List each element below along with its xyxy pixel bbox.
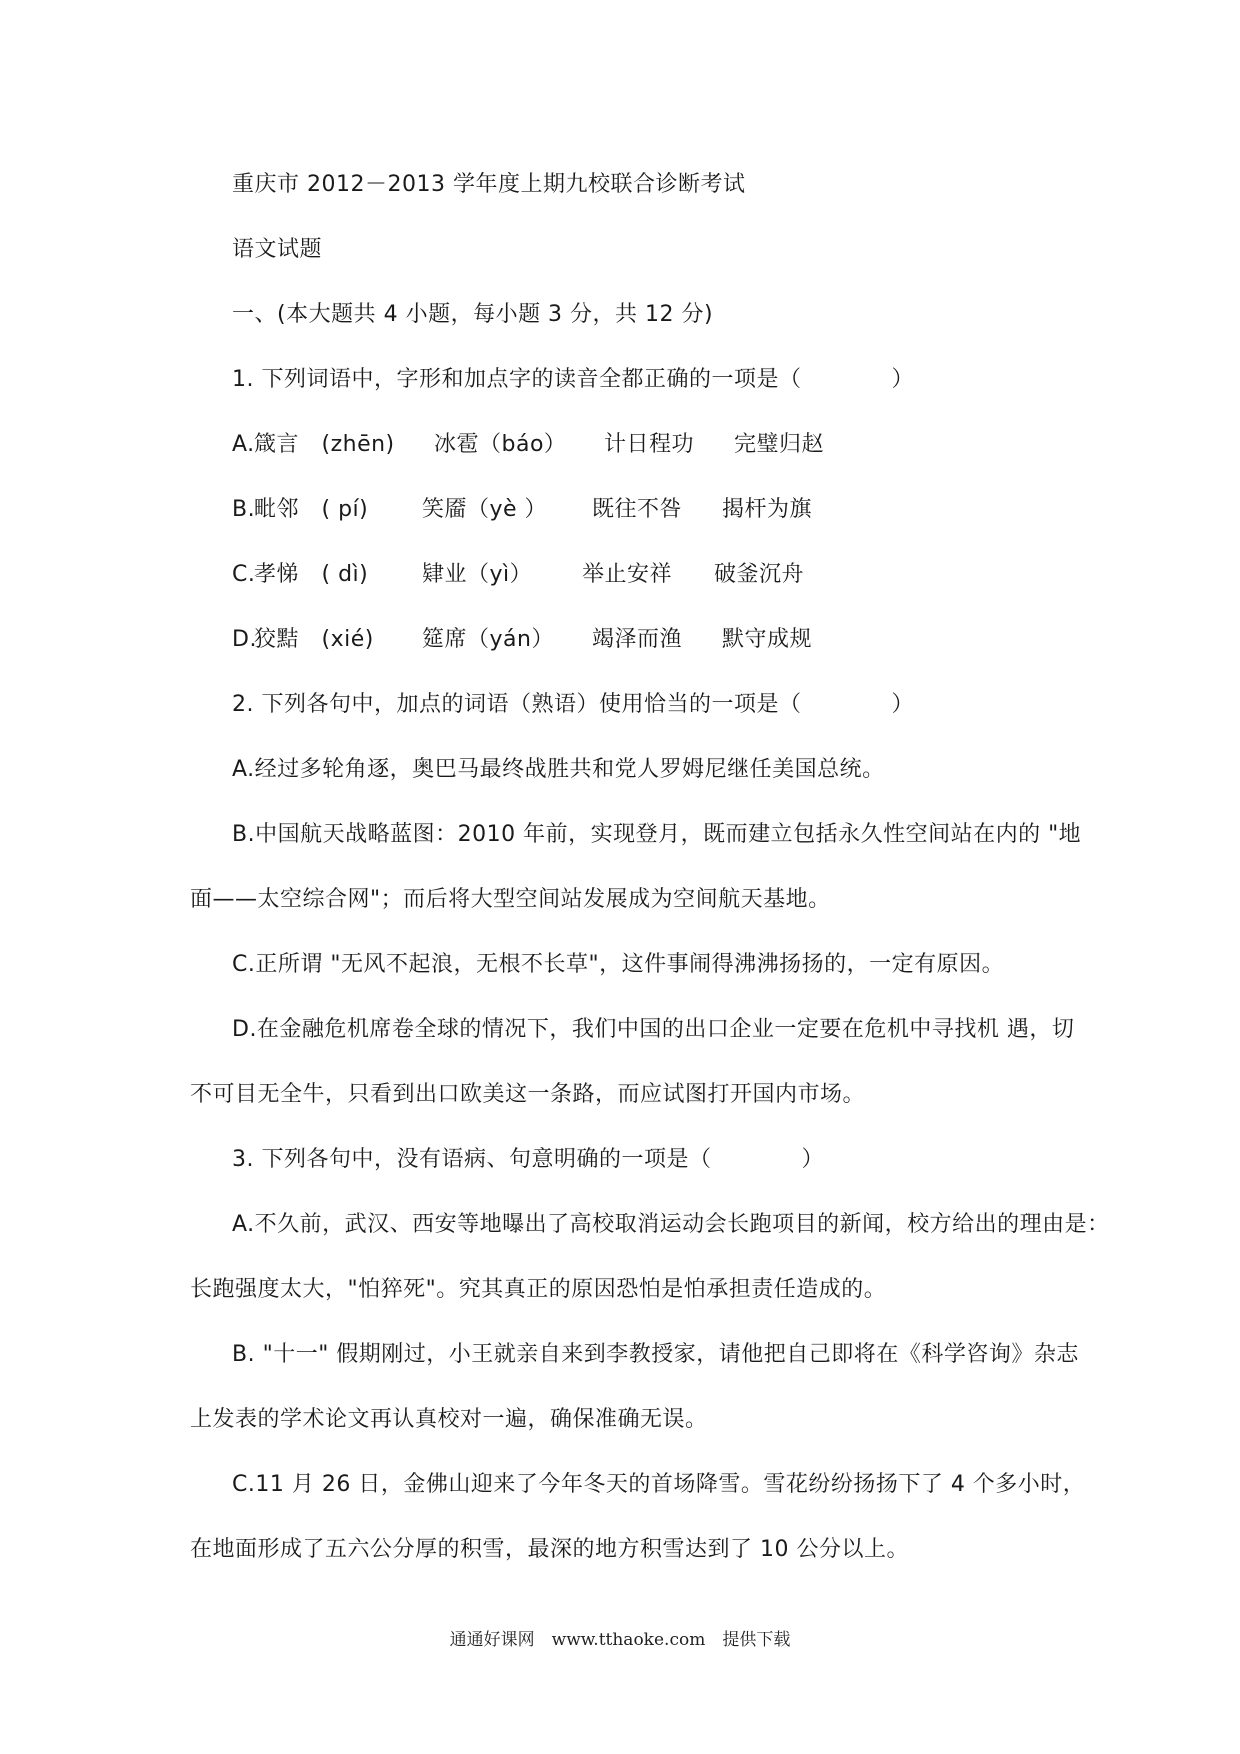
option-item: 孝悌 ( dì): [254, 562, 369, 587]
question-1-option-c: [232, 560, 804, 590]
option-item: 破釜沉舟: [714, 562, 805, 587]
option-item: 揭杆为旗: [722, 497, 813, 522]
question-1-option-b: [232, 495, 812, 525]
option-item: 计日程功: [604, 432, 695, 457]
option-item: 毗邻 ( pí): [254, 497, 369, 522]
option-letter: B.: [232, 497, 256, 522]
exam-title: 重庆市 2012－2013 学年度上期九校联合诊断考试: [232, 172, 746, 197]
question-2-option-b-line1: B.中国航天战略蓝图：2010 年前，实现登月，既而建立包括永久性空间站在内的 "地: [232, 822, 1082, 847]
question-2-option-d-line1: D.在金融危机席卷全球的情况下，我们中国的出口企业一定要在危机中寻找机 遇，切: [232, 1017, 1075, 1042]
option-item: 完璧归赵: [734, 432, 825, 457]
option-letter: D.: [232, 627, 257, 652]
option-item: 狡黠 (xié): [254, 627, 374, 652]
option-item: 竭泽而渔: [592, 627, 683, 652]
option-letter: C.: [232, 562, 256, 587]
question-2-option-d-line2: 不可目无全牛，只看到出口欧美这一条路，而应试图打开国内市场。: [190, 1082, 866, 1107]
question-3-option-b-line1: B. "十一" 假期刚过，小王就亲自来到李教授家，请他把自己即将在《科学咨询》杂志: [232, 1342, 1079, 1367]
question-2-option-a: A.经过多轮角逐，奥巴马最终战胜共和党人罗姆尼继任美国总统。: [232, 757, 885, 782]
option-item: 既往不咎: [592, 497, 683, 522]
question-3-option-c-line2: 在地面形成了五六公分厚的积雪，最深的地方积雪达到了 10 公分以上。: [190, 1537, 909, 1562]
subject-title: 语文试题: [232, 237, 323, 262]
option-letter: A.: [232, 432, 255, 457]
question-3-option-a-line1: A.不久前，武汉、西安等地曝出了高校取消运动会长跑项目的新闻，校方给出的理由是：: [232, 1212, 1110, 1237]
option-item: 笑靥（yè ）: [422, 497, 548, 522]
question-3-option-a-line2: 长跑强度太大，"怕猝死"。究其真正的原因恐怕是怕承担责任造成的。: [190, 1277, 887, 1302]
option-item: 冰雹（báo）: [434, 432, 567, 457]
option-item: 箴言 (zhēn): [254, 432, 395, 457]
footer-source: 通通好课网 www.tthaoke.com 提供下载: [449, 1630, 791, 1650]
option-item: 肄业（yì）: [422, 562, 533, 587]
question-3-stem: 3. 下列各句中，没有语病、句意明确的一项是（ ）: [232, 1147, 824, 1172]
option-item: 默守成规: [722, 627, 813, 652]
option-item: 筵席（yán）: [422, 627, 554, 652]
question-1-stem: 1. 下列词语中，字形和加点字的读音全都正确的一项是（ ）: [232, 367, 914, 392]
question-1-option-d: [232, 625, 812, 655]
question-2-stem: 2. 下列各句中，加点的词语（熟语）使用恰当的一项是（ ）: [232, 692, 914, 717]
section-heading: 一、(本大题共 4 小题，每小题 3 分，共 12 分): [232, 302, 714, 327]
question-3-option-b-line2: 上发表的学术论文再认真校对一遍，确保准确无误。: [190, 1407, 708, 1432]
question-1-option-a: [232, 430, 824, 460]
option-item: 举止安祥: [582, 562, 673, 587]
question-2-option-c: C.正所谓 "无风不起浪，无根不长草"，这件事闹得沸沸扬扬的，一定有原因。: [232, 952, 1005, 977]
question-2-option-b-line2: 面——太空综合网"；而后将大型空间站发展成为空间航天基地。: [190, 887, 831, 912]
question-3-option-c-line1: C.11 月 26 日，金佛山迎来了今年冬天的首场降雪。雪花纷纷扬扬下了 4 个多小时，: [232, 1472, 1086, 1497]
